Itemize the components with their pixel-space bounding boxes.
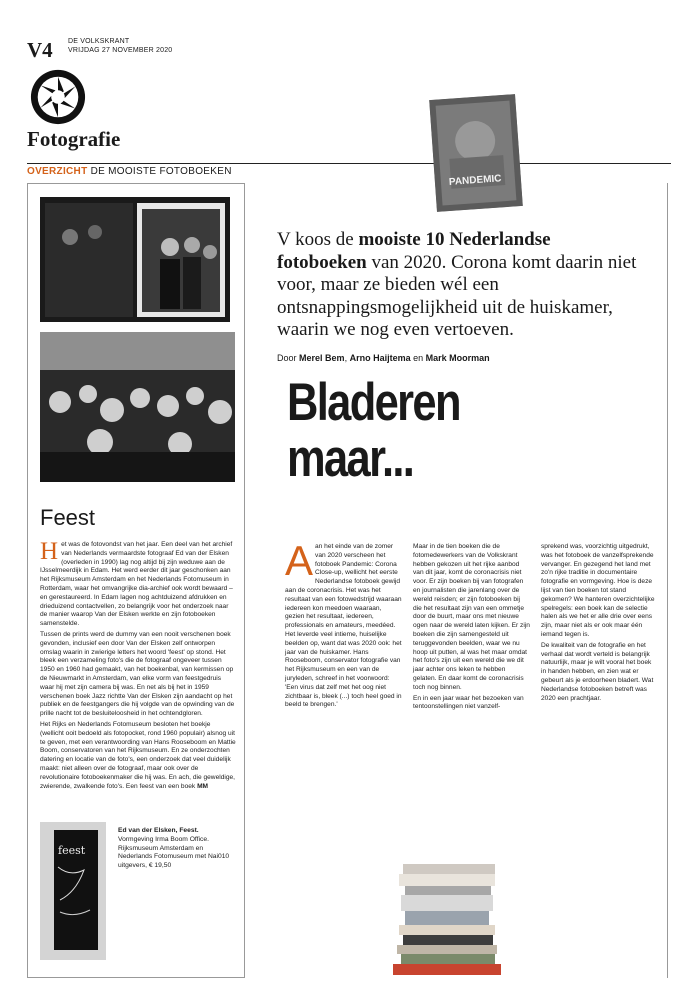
article-paragraph: [285, 537, 402, 710]
sidebar-body: [40, 538, 236, 793]
book-stack-image: [383, 862, 513, 977]
intro-bold: mooiste 10 Nederlandse fotoboeken: [277, 229, 551, 273]
signature: MM: [197, 782, 209, 790]
article-paragraph: En in een jaar waar het bezoeken van tentoonstellingen niet vanzelf-: [413, 694, 524, 711]
author-2: Arno Haijtema: [349, 353, 411, 363]
publication-name: DE VOLKSKRANT: [68, 38, 130, 45]
sidebar-title: Feest: [40, 505, 96, 530]
article-paragraph: sprekend was, voorzichtig uitgedrukt, was het fotoboek de vanzelfsprekende vervanger. En gezegend het land met zo'n rijke traditie in documentaire fotografie en vormgeving. Hoe is deze lijst van tien boeken tot stand gekomen? We hanteren overzichtelijke spelregels: een boek kan de selectie halen als we het er alle drie over eens zijn, maar niet als er ook maar één iemand tegen is.: [541, 543, 655, 638]
sidebar-paragraph-text: et was de fotovondst van het jaar. Een deel van het archief van Nederlands vermaardste fotograaf Ed van der Elsken (overleden in 1990) lag nog altijd bij zijn weduwe aan de IJsselmeerdijk in Edam. Het werd eerder dit jaar geschonken aan het Rijksmuseum Amsterdam en het Nederlands Fotomuseum in Rotterdam, waar het omvangrijke dia-archief ook wordt bewaard – en gerestaureerd. In Edam lagen nog achtduizend afdrukken en drieduizend contactvellen, zo belangrijk voor het onderzoek naar de manier waarop Van der Elsken werkte en zijn fotoboeken samenstelde.: [40, 541, 233, 628]
kicker-label: OVERZICHT: [27, 166, 88, 177]
publication-date: VRIJDAG 27 NOVEMBER 2020: [68, 47, 173, 54]
cover-title: feest: [58, 844, 86, 857]
headline-line-1: Bladeren: [287, 373, 460, 432]
section-rule: [27, 163, 671, 164]
page-number: V4: [27, 38, 53, 62]
book-title: PANDEMIC: [448, 173, 502, 188]
kicker-text: DE MOOISTE FOTOBOEKEN: [90, 166, 232, 177]
byline-prefix: Door: [277, 353, 297, 363]
pandemic-book-cover: [429, 94, 523, 212]
headline: [287, 375, 460, 487]
sidebar-paragraph: [40, 721, 236, 791]
intro-part2: van 2020. Corona komt daarin niet voor, maar ze bieden wél een ontsnappingsmogelijkheid uit de huiskamer, waarin we nog even vertoeven.: [277, 251, 637, 340]
article-dropcap: A: [285, 537, 314, 584]
article-paragraph: Maar in de tien boeken die de fotomedewerkers van de Volkskrant hebben gekozen uit het rijke aanbod van dit jaar, komt de coronacrisis niet voor. Er zijn boeken bij van fotografen en journalisten die jarenlang over de wereld reisden; er zijn fotoboeken bij die het resultaat zijn van een ommetje door de buurt, maar ons met nieuwe ogen naar de wereld laten kijken. Er zijn boeken die zijn samengesteld uit teruggevonden beelden, waar we nu hoop uit putten, al was het maar omdat het foto's zijn uit een wereld die we dit jaar achter ons leken te hebben gelaten. En daar komt de coronacrisis toch nog binnen.: [413, 543, 530, 691]
photo-open-book: [40, 197, 230, 322]
article-paragraph: De kwaliteit van de fotografie en het verhaal dat wordt verteld is belangrijk natuurlijk, maar je wilt vooral het boek in handen hebben, en zien wat er gebeurt als je erdoorheen bladert. Wat Nederlandse fotoboeken betreft was 2020 een prachtjaar.: [541, 641, 654, 702]
sidebar-paragraph: [40, 538, 236, 629]
article-column-2: [413, 543, 530, 714]
article-paragraph-text: an het einde van de zomer van 2020 verscheen het fotoboek Pandemic: Corona Close-up, wellicht het eerste Nederlandse fotoboek gewijd aan de coronacrisis. Het was het resultaat van een fotowedstrijd waaraan iedereen kon meedoen waaraan, gezien het resultaat, iedereen, professionals en amateurs, meedéed. Het leverde veel intieme, huiselijke beelden op, want dat was 2020 ook: het jaar van de huiskamer. Hans Rooseboom, conservator fotografie van het Rijksmuseum en een van de juryleden, schreef in het voorwoord: 'Een virus dat zelf met het oog niet zichtbaar is, bleek (...) toch heel goed in beeld te brengen.': [285, 543, 402, 709]
kicker: [27, 166, 232, 177]
intro-part1: V koos de: [277, 229, 359, 250]
photo-crowd: [40, 332, 235, 482]
byline-sep: en: [413, 353, 424, 363]
caption-body: Vormgeving Irma Boom Office. Rijksmuseum Amsterdam en Nederlands Fotomuseum met Nai010 uitgevers, € 19,50: [118, 835, 230, 870]
sidebar-dropcap: H: [40, 538, 59, 565]
feest-book-cover: [40, 822, 106, 960]
sidebar-paragraph-text: Het Rijks en Nederlands Fotomuseum besloten het boekje (wellicht ooit bedoeld als fotopocket, rond 1960 populair) alsnog uit te geven, met een verantwoording van Hans Rooseboom en Mattie Boom, conservatoren van het Rijksmuseum. En ze onderzochten datering en locatie van de foto's, een onderzoek dat veel duidelijk maakt: niet alleen over de fotograaf, maar ook over de revolutionaire fotoboekenmaker die hij was. En ach, die geweldige, zwierende, zwalkende foto's. Een feest van een boek: [40, 720, 236, 790]
column-divider: [667, 183, 668, 978]
camera-aperture-icon: [29, 68, 87, 126]
book-caption: [118, 827, 233, 871]
byline-sep: ,: [344, 353, 348, 363]
publication-info: [68, 37, 172, 55]
author-1: Merel Bem: [299, 353, 345, 363]
article-column-1: [285, 537, 402, 712]
byline: [277, 353, 490, 363]
intro-text: [277, 229, 645, 342]
author-3: Mark Moorman: [425, 353, 490, 363]
headline-line-2: maar...: [287, 429, 414, 488]
caption-title: Ed van der Elsken, Feest.: [118, 827, 199, 834]
article-column-3: [541, 543, 658, 705]
section-title: Fotografie: [27, 127, 121, 151]
sidebar-paragraph: Tussen de prints werd de dummy van een nooit verschenen boek gevonden, inclusief een door Van der Elsken zelf ontworpen omslag waarin in zwierige letters het woord 'feest' op stond. Het bleek een verzameling foto's die de fotograaf ongeveer tussen 1950 en 1960 had gemaakt, van het boekenbal, van kermissen op de Nieuwmarkt in Amsterdam, van elke vorm van feestgedruis waar hij met zijn camera bij was. En net als bij het in 1959 verschenen boek Jazz richtte Van der Elsken zijn aandacht op het publiek en de feestgangers die hij volgde van de opwinding van de prille nacht tot de besluiteloosheid in het ochtendgloren.: [40, 630, 235, 718]
